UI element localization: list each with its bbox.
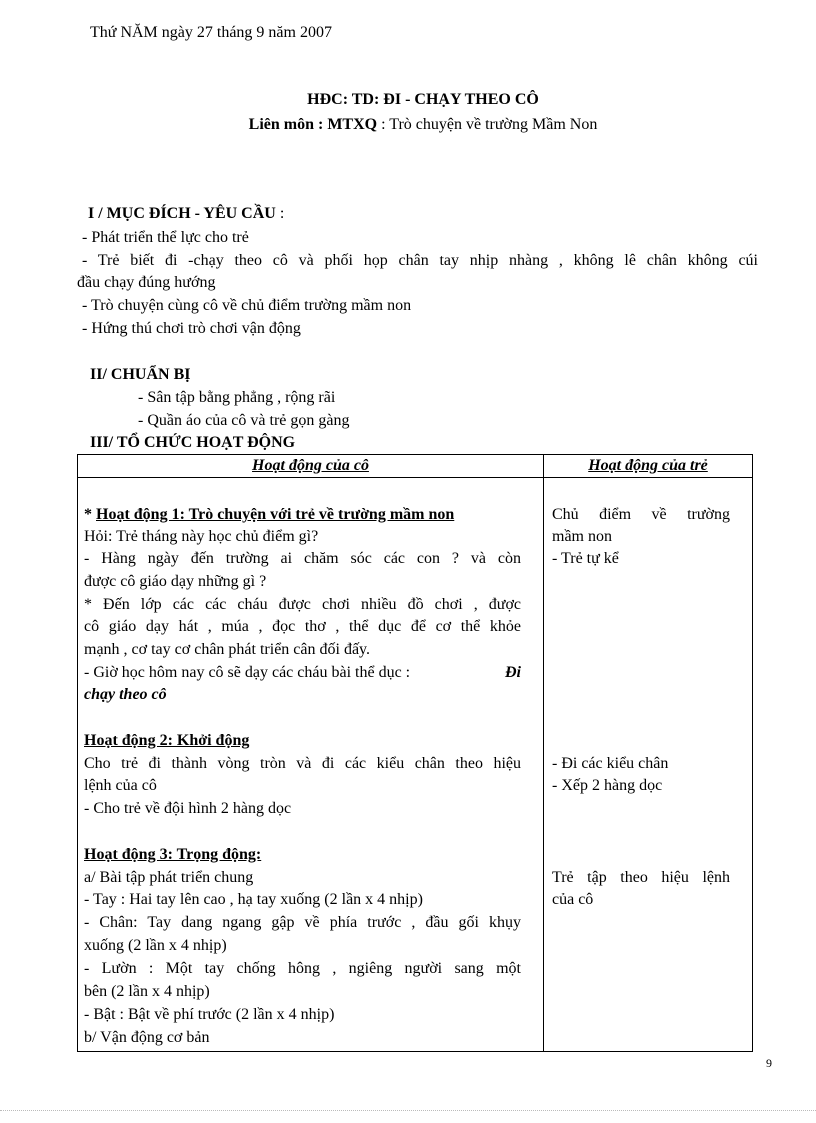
activity3-line: a/ Bài tập phát triển chung bbox=[84, 869, 254, 886]
section1-heading-text: I / MỤC ĐÍCH - YÊU CẦU bbox=[88, 205, 276, 222]
section1-heading bbox=[88, 205, 284, 223]
activity2-line: Cho trẻ đi thành vòng tròn và đi các kiểu chân theo hiệu bbox=[84, 755, 521, 772]
child-line: Chủ điểm về trường bbox=[552, 506, 730, 523]
activity1-line: - Hàng ngày đến trường ai chăm sóc các con ? và còn bbox=[84, 550, 521, 567]
activity3-line: bên (2 lần x 4 nhịp) bbox=[84, 983, 210, 1000]
activity3-heading: Hoạt động 3: Trọng động: bbox=[84, 846, 262, 863]
activity2-line: - Cho trẻ về đội hình 2 hàng dọc bbox=[84, 800, 292, 817]
child-line: - Trẻ tự kể bbox=[552, 550, 619, 567]
section2-item: - Quần áo của cô và trẻ gọn gàng bbox=[138, 412, 350, 429]
page-title: HĐC: TD: ĐI - CHẠY THEO CÔ bbox=[307, 91, 539, 108]
activity3-line: xuống (2 lần x 4 nhịp) bbox=[84, 937, 227, 954]
section2-item: - Sân tập bằng phẳng , rộng rãi bbox=[138, 389, 336, 406]
activity1-line: cô giáo dạy hát , múa , đọc thơ , thể dục để cơ thể khỏe bbox=[84, 618, 521, 635]
activity1-bullet: * bbox=[84, 506, 96, 523]
activity3-line: b/ Vận động cơ bản bbox=[84, 1029, 210, 1046]
page-bottom-border bbox=[0, 1110, 816, 1111]
activity3-line: - Lườn : Một tay chống hông , ngiêng người sang một bbox=[84, 960, 521, 977]
date-line: Thứ NĂM ngày 27 tháng 9 năm 2007 bbox=[90, 24, 332, 41]
subtitle-rest: : Trò chuyện về trường Mầm Non bbox=[377, 116, 598, 133]
child-line: - Xếp 2 hàng dọc bbox=[552, 777, 663, 794]
section1-item: - Hứng thú chơi trò chơi vận động bbox=[82, 320, 301, 337]
activity3-line: - Bật : Bật về phí trước (2 lần x 4 nhịp) bbox=[84, 1006, 335, 1023]
activity1-line: được cô giáo dạy những gì ? bbox=[84, 573, 267, 590]
page-subtitle bbox=[0, 116, 816, 134]
activity1-heading-text: Hoạt động 1: Trò chuyện với trẻ về trường mầm non bbox=[96, 506, 455, 523]
activity1-line: mạnh , cơ tay cơ chân phát triển cân đối đấy. bbox=[84, 641, 370, 658]
activity-table bbox=[77, 454, 753, 1052]
section1-heading-suffix: : bbox=[275, 205, 285, 222]
activity1-last-line bbox=[84, 664, 521, 682]
col-header-teacher: Hoạt động của cô bbox=[78, 455, 544, 478]
activity3-line: - Tay : Hai tay lên cao , hạ tay xuống (2 lần x 4 nhịp) bbox=[84, 891, 423, 908]
col-header-child: Hoạt động của trẻ bbox=[544, 455, 753, 478]
section1-item: - Phát triển thể lực cho trẻ bbox=[82, 229, 249, 246]
child-line: của cô bbox=[552, 891, 594, 908]
section1-item: đầu chạy đúng hướng bbox=[77, 274, 216, 291]
section1-item: - Trẻ biết đi -chạy theo cô và phối họp chân tay nhịp nhàng , không lê chân không cúi bbox=[82, 252, 758, 269]
activity1-line: Hỏi: Trẻ tháng này học chủ điểm gì? bbox=[84, 528, 319, 545]
activity2-heading: Hoạt động 2: Khởi động bbox=[84, 732, 250, 749]
section1-item: - Trò chuyện cùng cô về chủ điểm trường mầm non bbox=[82, 297, 412, 314]
child-activities bbox=[544, 478, 753, 1052]
activity3-line: - Chân: Tay dang ngang gập về phía trước , đầu gối khụy bbox=[84, 914, 521, 931]
activity1-last-text: - Giờ học hôm nay cô sẽ dạy các cháu bài thể dục : bbox=[84, 664, 411, 681]
child-line: Trẻ tập theo hiệu lệnh bbox=[552, 869, 730, 886]
child-line: - Đi các kiểu chân bbox=[552, 755, 669, 772]
activity1-last-bold2: chạy theo cô bbox=[84, 686, 167, 703]
activity1-last-bold1: Đi bbox=[505, 664, 521, 681]
section2-heading: II/ CHUẨN BỊ bbox=[90, 366, 191, 383]
child-line: mầm non bbox=[552, 528, 612, 545]
subtitle-bold: Liên môn : MTXQ bbox=[248, 116, 378, 133]
page-number: 9 bbox=[766, 1056, 772, 1070]
activity1-line: * Đến lớp các các cháu được chơi nhiều đồ chơi , được bbox=[84, 596, 521, 613]
activity2-line: lệnh của cô bbox=[84, 777, 157, 794]
section3-heading: III/ TỔ CHỨC HOẠT ĐỘNG bbox=[90, 434, 296, 451]
teacher-activities bbox=[78, 478, 544, 1052]
activity1-heading bbox=[84, 506, 454, 524]
